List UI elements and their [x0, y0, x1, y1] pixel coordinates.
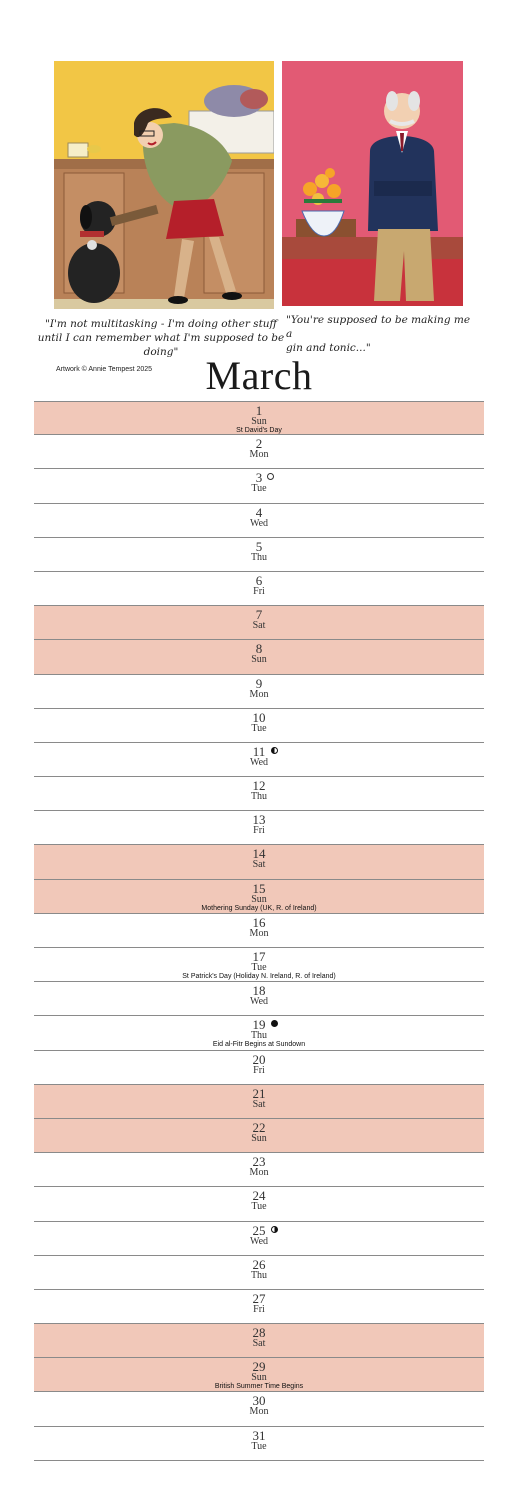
caption-left-line-2: until I can remember what I'm supposed to be doing" — [37, 332, 285, 358]
day-of-week: Tue — [251, 1440, 267, 1452]
day-note: British Summer Time Begins — [214, 1383, 304, 1391]
day-number: 12 — [252, 778, 266, 794]
day-number: 22 — [252, 1119, 266, 1135]
day-row — [34, 675, 484, 709]
day-number: 23 — [252, 1154, 266, 1170]
day-row — [34, 1427, 484, 1461]
day-number: 29 — [252, 1359, 266, 1375]
day-of-week: Sat — [252, 859, 266, 871]
day-row — [34, 709, 484, 743]
day-row — [34, 572, 484, 606]
day-number: 27 — [252, 1290, 266, 1306]
day-of-week: Sun — [251, 1132, 267, 1144]
day-of-week: Thu — [250, 551, 268, 563]
artwork-credit: Artwork © Annie Tempest 2025 — [56, 366, 153, 373]
day-number: 20 — [252, 1051, 266, 1067]
day-of-week: Sat — [252, 1338, 266, 1350]
day-row — [34, 538, 484, 572]
day-row — [34, 1358, 484, 1392]
day-of-week: Thu — [250, 1269, 268, 1281]
day-number: 21 — [252, 1085, 266, 1101]
day-row — [34, 1016, 484, 1050]
day-number: 2 — [255, 436, 263, 452]
day-row — [34, 982, 484, 1016]
day-number: 5 — [255, 538, 263, 554]
day-of-week: Mon — [249, 449, 269, 461]
day-list — [34, 401, 484, 1461]
day-number: 1 — [255, 403, 263, 418]
day-number: 7 — [255, 607, 263, 623]
day-number: 6 — [255, 572, 263, 588]
day-number: 14 — [252, 846, 266, 862]
day-number: 30 — [252, 1393, 266, 1409]
day-row — [34, 1290, 484, 1324]
day-number: 3 — [255, 470, 263, 486]
day-of-week: Sun — [251, 654, 267, 666]
day-row — [34, 435, 484, 469]
day-of-week: Fri — [253, 1303, 265, 1315]
day-row — [34, 1119, 484, 1153]
day-row — [34, 1324, 484, 1358]
illustration-right — [282, 61, 463, 306]
day-row — [34, 1153, 484, 1187]
day-number: 31 — [252, 1427, 266, 1443]
day-number: 24 — [252, 1188, 266, 1204]
day-row — [34, 1256, 484, 1290]
day-number: 16 — [252, 914, 266, 930]
day-of-week: Wed — [249, 517, 269, 529]
day-number: 8 — [255, 641, 263, 657]
day-of-week: Mon — [249, 927, 269, 939]
day-number: 9 — [255, 675, 263, 691]
caption-left-line-1: "I'm not multitasking - I'm doing other stuff — [45, 318, 277, 330]
day-of-week: Wed — [249, 996, 269, 1008]
day-number: 19 — [252, 1017, 266, 1033]
day-row — [34, 1392, 484, 1426]
day-row — [34, 640, 484, 674]
lastq-moon-icon — [271, 747, 278, 754]
day-row — [34, 845, 484, 879]
day-of-week: Wed — [249, 1235, 269, 1247]
day-note: Eid al-Fitr Begins at Sundown — [212, 1041, 306, 1049]
day-of-week: Mon — [249, 688, 269, 700]
day-row — [34, 948, 484, 982]
day-number: 4 — [255, 504, 263, 520]
day-row — [34, 777, 484, 811]
day-number: 15 — [252, 880, 266, 896]
day-of-week: Sat — [252, 1098, 266, 1110]
day-of-week: Sun — [251, 1372, 267, 1384]
day-row — [34, 1051, 484, 1085]
day-of-week: Sat — [252, 620, 266, 632]
day-of-week: Thu — [250, 1030, 268, 1042]
day-of-week: Fri — [253, 825, 265, 837]
day-number: 13 — [252, 812, 266, 828]
day-row — [34, 811, 484, 845]
firstq-moon-icon — [271, 1226, 278, 1233]
day-row — [34, 880, 484, 914]
day-note: Mothering Sunday (UK, R. of Ireland) — [201, 904, 317, 912]
caption-right-line-2: gin and tonic..." — [286, 342, 371, 354]
day-row — [34, 914, 484, 948]
day-of-week: Mon — [249, 1406, 269, 1418]
day-row — [34, 1187, 484, 1221]
day-of-week: Tue — [251, 722, 267, 734]
caption-right-line-1: "You're supposed to be making me a — [286, 314, 471, 340]
day-of-week: Thu — [250, 791, 268, 803]
day-number: 28 — [252, 1325, 266, 1341]
day-of-week: Tue — [251, 483, 267, 495]
illustration-left — [54, 61, 274, 309]
day-of-week: Mon — [249, 1167, 269, 1179]
day-number: 18 — [252, 983, 266, 999]
day-of-week: Sun — [251, 893, 267, 905]
day-of-week: Fri — [253, 585, 265, 597]
day-row — [34, 606, 484, 640]
day-row — [34, 401, 484, 435]
day-of-week: Fri — [253, 1064, 265, 1076]
day-row — [34, 1085, 484, 1119]
day-note: St Patrick's Day (Holiday N. Ireland, R. of Ireland) — [182, 973, 336, 980]
day-of-week: Wed — [249, 756, 269, 768]
day-row — [34, 743, 484, 777]
day-of-week: Tue — [251, 962, 267, 973]
day-number: 26 — [252, 1256, 266, 1272]
day-of-week: Tue — [251, 1201, 267, 1213]
day-number: 10 — [252, 709, 266, 725]
day-number: 11 — [252, 743, 266, 759]
day-number: 17 — [252, 949, 266, 964]
day-row — [34, 1222, 484, 1256]
day-row — [34, 469, 484, 503]
day-number: 25 — [252, 1222, 266, 1238]
day-row — [34, 504, 484, 538]
day-note: St David's Day — [236, 427, 282, 434]
caption-right — [286, 313, 476, 355]
month-title: March — [205, 353, 313, 398]
day-of-week: Sun — [251, 416, 267, 427]
